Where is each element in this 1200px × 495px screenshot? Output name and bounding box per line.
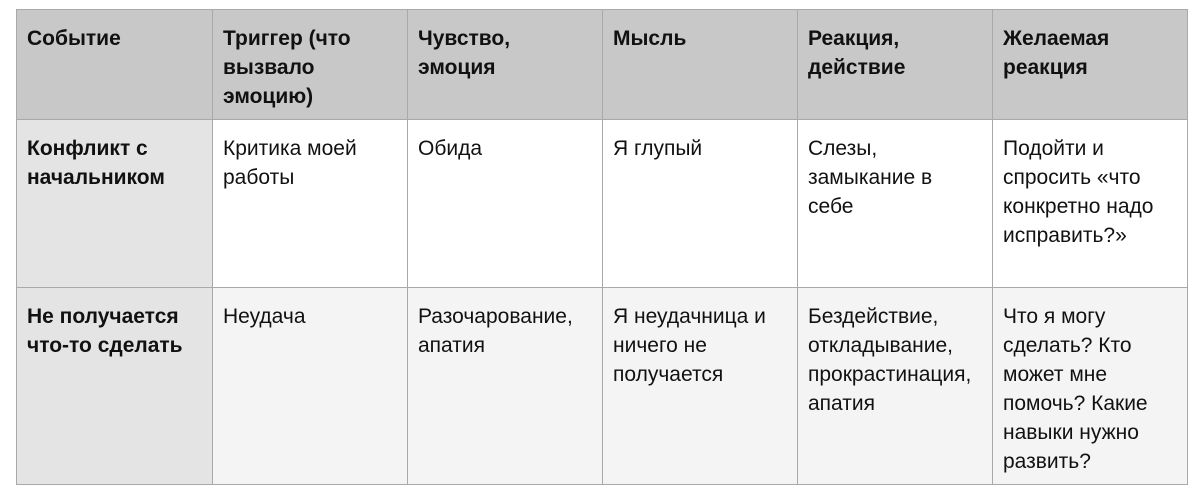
header-event: Событие (17, 10, 213, 120)
emotion-diary-table-container (16, 9, 1188, 485)
emotion-diary-table (16, 9, 1188, 485)
table-header (17, 10, 1188, 120)
trigger-cell: Критика моей работы (213, 120, 408, 288)
row-event-cell: Не получается что-то сделать (17, 288, 213, 485)
row-event-cell: Конфликт с начальником (17, 120, 213, 288)
feeling-cell: Обида (408, 120, 603, 288)
desired-reaction-cell: Подойти и спросить «что конкретно надо исправить?» (993, 120, 1188, 288)
header-thought: Мысль (603, 10, 798, 120)
table-body (17, 120, 1188, 485)
thought-cell: Я глупый (603, 120, 798, 288)
header-row (17, 10, 1188, 120)
header-feeling: Чувство, эмоция (408, 10, 603, 120)
reaction-cell: Слезы, замыкание в себе (798, 120, 993, 288)
reaction-cell: Бездействие, откладывание, прокрастинация, апатия (798, 288, 993, 485)
trigger-cell: Неудача (213, 288, 408, 485)
header-trigger: Триггер (что вызвало эмоцию) (213, 10, 408, 120)
desired-reaction-cell: Что я могу сделать? Кто может мне помочь? Какие навыки нужно развить? (993, 288, 1188, 485)
feeling-cell: Разочарование, апатия (408, 288, 603, 485)
header-desired-reaction: Желаемая реакция (993, 10, 1188, 120)
header-reaction: Реакция, действие (798, 10, 993, 120)
thought-cell: Я неудачница и ничего не получается (603, 288, 798, 485)
table-row (17, 120, 1188, 288)
table-row (17, 288, 1188, 485)
